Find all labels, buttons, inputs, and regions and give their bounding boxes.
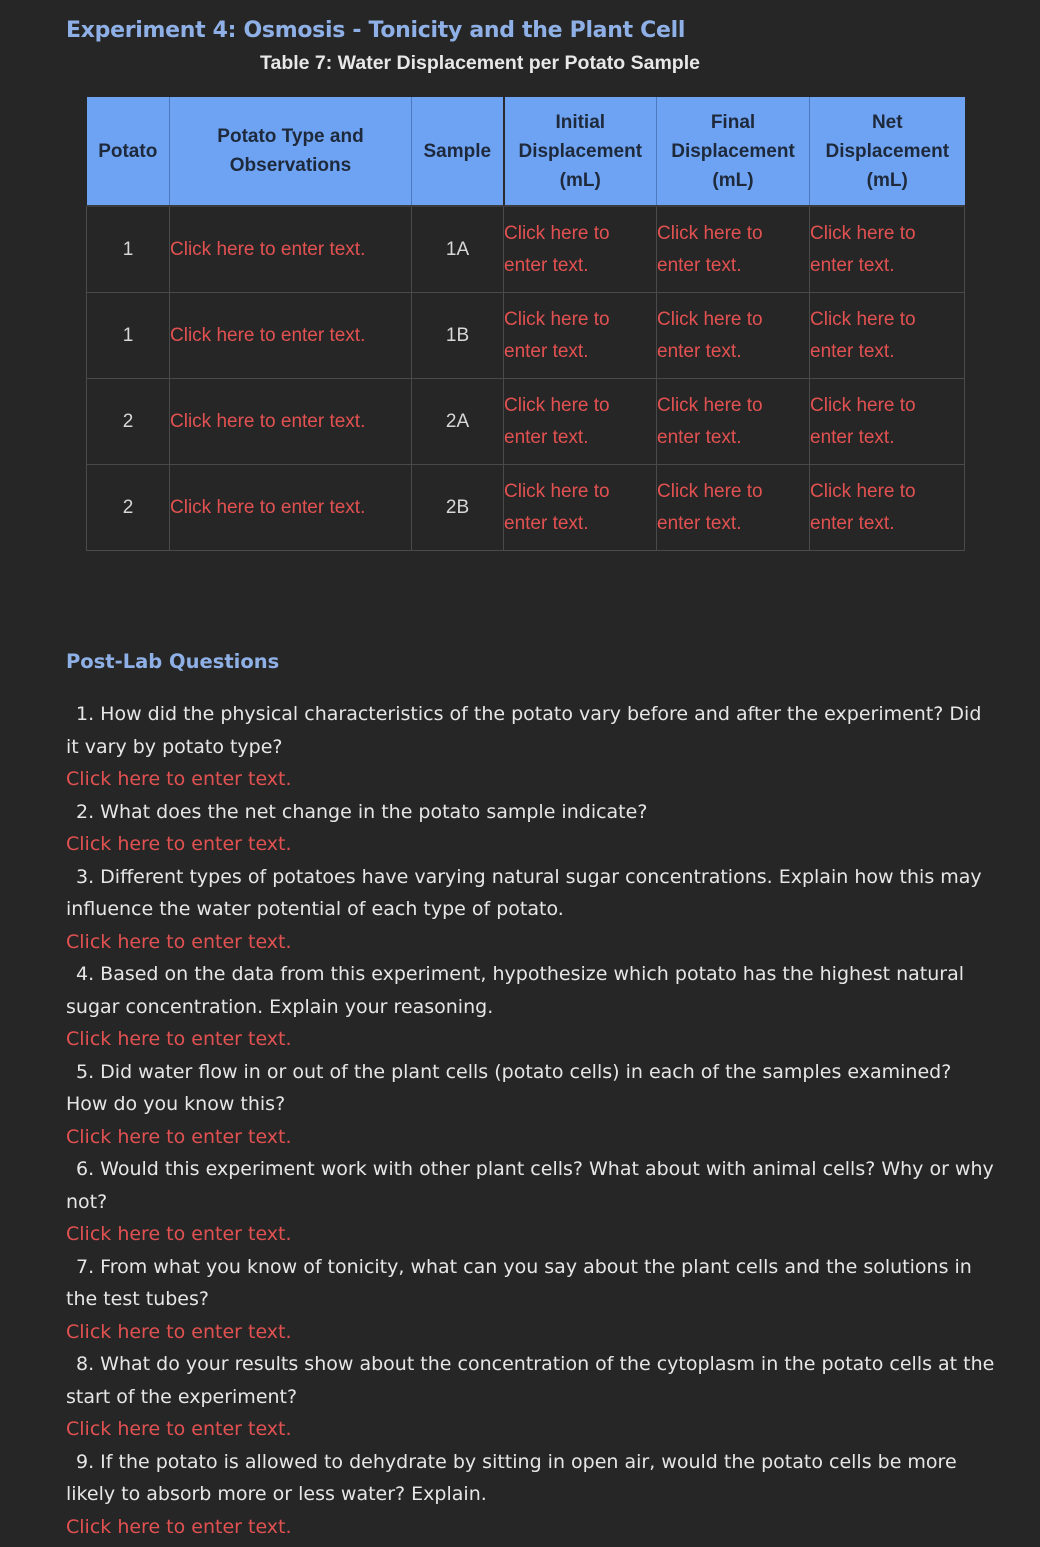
question-text: 8. What do your results show about the concentration of the cytoplasm in the potato cells at the start of the experiment? <box>66 1353 995 1408</box>
answer-input[interactable]: Click here to enter text. <box>66 1418 292 1440</box>
question-text: 7. From what you know of tonicity, what can you say about the plant cells and the solutions in the test tubes? <box>66 1255 972 1310</box>
answer-input[interactable]: Click here to enter text. <box>66 1028 292 1050</box>
water-displacement-table <box>86 97 965 551</box>
answer-input[interactable]: Click here to enter text. <box>66 833 292 855</box>
question-text: 3. Different types of potatoes have varying natural sugar concentrations. Explain how this may influence the water potential of each type of potato. <box>66 865 982 920</box>
table-body <box>87 206 965 551</box>
table-header-row <box>87 97 965 206</box>
cell-initial-displacement-input[interactable]: Click here to enter text. <box>504 379 657 465</box>
header-sample: Sample <box>412 97 504 206</box>
cell-observations-input[interactable]: Click here to enter text. <box>170 293 412 379</box>
answer-input[interactable]: Click here to enter text. <box>66 1320 292 1343</box>
question-text: 2. What does the net change in the potato sample indicate? <box>76 800 648 823</box>
table-row <box>87 465 965 551</box>
cell-potato: 1 <box>87 206 170 293</box>
question-text: 6. Would this experiment work with other plant cells? What about with animal cells? Why or why not? <box>66 1158 994 1213</box>
answer-input[interactable]: Click here to enter text. <box>66 768 292 790</box>
cell-sample: 2A <box>412 379 504 465</box>
cell-sample: 2B <box>412 465 504 551</box>
post-lab-title: Post-Lab Questions <box>66 650 280 673</box>
cell-sample: 1B <box>412 293 504 379</box>
cell-potato: 1 <box>87 293 170 379</box>
header-net-displacement: Net Displacement (mL) <box>810 97 965 206</box>
header-potato: Potato <box>87 97 170 206</box>
cell-potato: 2 <box>87 465 170 551</box>
answer-input[interactable]: Click here to enter text. <box>66 1125 292 1148</box>
table-row <box>87 293 965 379</box>
cell-initial-displacement-input[interactable]: Click here to enter text. <box>504 206 657 293</box>
header-observations: Potato Type and Observations <box>170 97 412 206</box>
question-text: 9. If the potato is allowed to dehydrate by sitting in open air, would the potato cells be more likely to absorb more or less water? Explain. <box>66 1450 957 1505</box>
experiment-title: Experiment 4: Osmosis - Tonicity and the Plant Cell <box>66 18 686 43</box>
table-row <box>87 206 965 293</box>
cell-net-displacement-input[interactable]: Click here to enter text. <box>810 465 965 551</box>
cell-initial-displacement-input[interactable]: Click here to enter text. <box>504 465 657 551</box>
header-final-displacement: Final Displacement (mL) <box>657 97 810 206</box>
cell-final-displacement-input[interactable]: Click here to enter text. <box>657 206 810 293</box>
post-lab-questions <box>66 698 996 1543</box>
cell-observations-input[interactable]: Click here to enter text. <box>170 379 412 465</box>
answer-input[interactable]: Click here to enter text. <box>66 1223 292 1245</box>
cell-observations-input[interactable]: Click here to enter text. <box>170 206 412 293</box>
cell-net-displacement-input[interactable]: Click here to enter text. <box>810 206 965 293</box>
cell-net-displacement-input[interactable]: Click here to enter text. <box>810 293 965 379</box>
header-initial-displacement: Initial Displacement (mL) <box>504 97 657 206</box>
question-text: 4. Based on the data from this experiment, hypothesize which potato has the highest natural sugar concentration. Explain your reasoning. <box>66 963 965 1018</box>
table-row <box>87 379 965 465</box>
question-text: 1. How did the physical characteristics of the potato vary before and after the experiment? Did it vary by potato type? <box>66 703 982 758</box>
answer-input[interactable]: Click here to enter text. <box>66 930 292 953</box>
cell-potato: 2 <box>87 379 170 465</box>
cell-initial-displacement-input[interactable]: Click here to enter text. <box>504 293 657 379</box>
cell-final-displacement-input[interactable]: Click here to enter text. <box>657 379 810 465</box>
table-title: Table 7: Water Displacement per Potato Sample <box>260 52 700 74</box>
cell-final-displacement-input[interactable]: Click here to enter text. <box>657 465 810 551</box>
cell-net-displacement-input[interactable]: Click here to enter text. <box>810 379 965 465</box>
cell-sample: 1A <box>412 206 504 293</box>
question-text: 5. Did water flow in or out of the plant cells (potato cells) in each of the samples examined? How do you know this? <box>66 1060 952 1115</box>
cell-final-displacement-input[interactable]: Click here to enter text. <box>657 293 810 379</box>
cell-observations-input[interactable]: Click here to enter text. <box>170 465 412 551</box>
answer-input[interactable]: Click here to enter text. <box>66 1515 292 1538</box>
